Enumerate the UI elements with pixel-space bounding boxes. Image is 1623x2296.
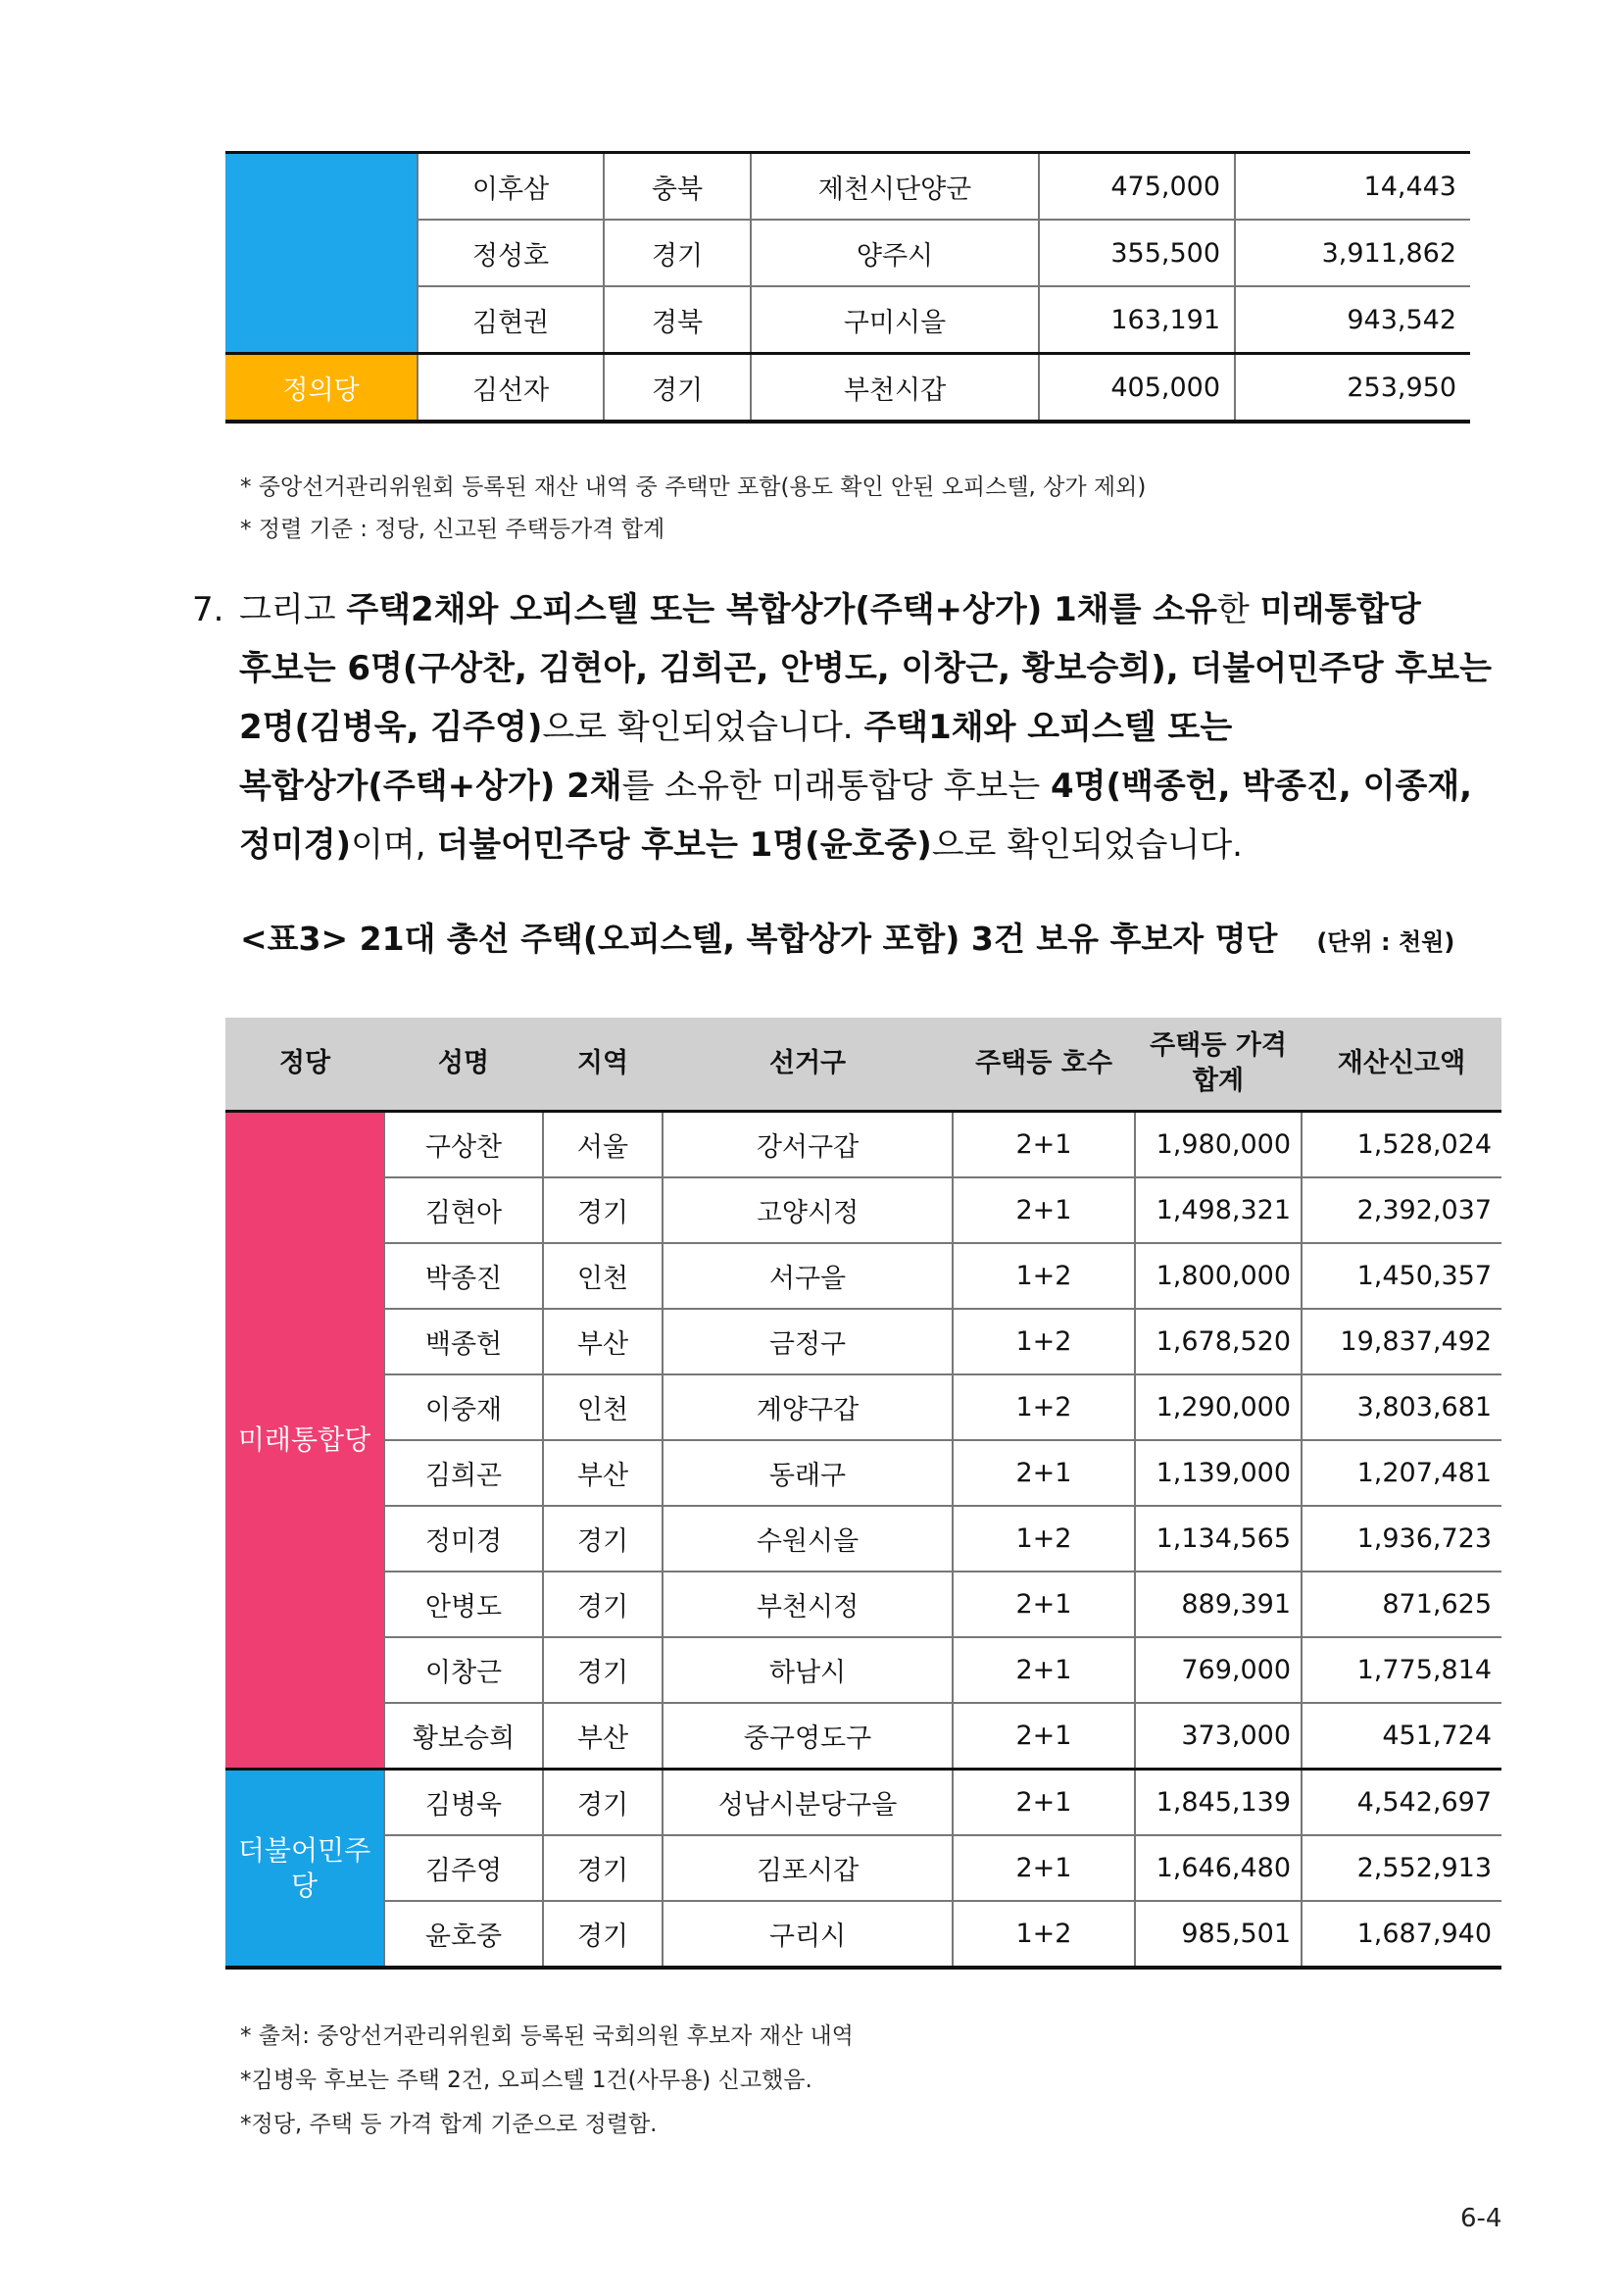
candidate-name: 박종진 [384, 1243, 543, 1309]
housing-total: 1,845,139 [1135, 1770, 1302, 1836]
paragraph-line [192, 698, 1496, 757]
housing-units: 2+1 [953, 1835, 1135, 1901]
region: 경기 [543, 1835, 663, 1901]
district: 양주시 [751, 220, 1039, 286]
district: 금정구 [663, 1309, 953, 1374]
assets: 4,542,697 [1302, 1770, 1501, 1836]
party-cell: 정의당 [225, 354, 418, 423]
note-bottom-3: *정당, 주택 등 가격 합계 기준으로 정렬함. [240, 2112, 658, 2137]
assets: 1,207,481 [1302, 1440, 1501, 1506]
housing-total: 405,000 [1039, 354, 1235, 423]
table-row [225, 1112, 1501, 1178]
text: 으로 확인되었습니다. [931, 825, 1243, 865]
table-row [225, 1243, 1501, 1309]
housing-total: 889,391 [1135, 1572, 1302, 1637]
housing-total: 1,498,321 [1135, 1177, 1302, 1243]
assets: 3,803,681 [1302, 1374, 1501, 1440]
candidate-name: 안병도 [384, 1572, 543, 1637]
header-units: 주택등 호수 [953, 1018, 1135, 1112]
district: 제천시단양군 [751, 153, 1039, 221]
note-bottom-2: *김병욱 후보는 주택 2건, 오피스텔 1건(사무용) 신고했음. [240, 2068, 812, 2093]
candidate-name: 윤호중 [384, 1901, 543, 1968]
bold-text: 더불어민주당 후보는 1명(윤호중) [436, 825, 932, 865]
note-top-1: * 중앙선거관리위원회 등록된 재산 내역 중 주택만 포함(용도 확인 안된 오피스텔, 상가 제외) [240, 474, 1147, 500]
candidate-name: 김주영 [384, 1835, 543, 1901]
candidate-name: 구상찬 [384, 1112, 543, 1178]
housing-total: 163,191 [1039, 286, 1235, 354]
housing-units: 1+2 [953, 1901, 1135, 1968]
region: 경기 [543, 1637, 663, 1703]
assets: 253,950 [1235, 354, 1470, 423]
housing-units: 2+1 [953, 1177, 1135, 1243]
housing-total: 373,000 [1135, 1703, 1302, 1770]
housing-total: 769,000 [1135, 1637, 1302, 1703]
district: 중구영도구 [663, 1703, 953, 1770]
region: 경기 [604, 354, 751, 423]
region: 충북 [604, 153, 751, 221]
housing-total: 355,500 [1039, 220, 1235, 286]
table3-caption [240, 914, 1454, 960]
region: 부산 [543, 1309, 663, 1374]
housing-units: 2+1 [953, 1440, 1135, 1506]
table-row [225, 1374, 1501, 1440]
candidate-name: 정성호 [418, 220, 604, 286]
district: 수원시을 [663, 1506, 953, 1572]
region: 인천 [543, 1243, 663, 1309]
candidate-name: 김희곤 [384, 1440, 543, 1506]
table-row [225, 1770, 1501, 1836]
table-row [225, 1177, 1501, 1243]
table-row [225, 1572, 1501, 1637]
region: 부산 [543, 1440, 663, 1506]
candidate-name: 황보승희 [384, 1703, 543, 1770]
housing-units: 2+1 [953, 1572, 1135, 1637]
region: 경기 [543, 1506, 663, 1572]
region: 경기 [604, 220, 751, 286]
region: 경북 [604, 286, 751, 354]
bold-text: 후보는 6명(구상찬, 김현아, 김희곤, 안병도, 이창근, 황보승희), 더불어민주당 후보는 [239, 649, 1492, 688]
assets: 451,724 [1302, 1703, 1501, 1770]
table-row [225, 354, 1470, 423]
housing-total: 1,134,565 [1135, 1506, 1302, 1572]
table-row [225, 1506, 1501, 1572]
housing-total: 1,678,520 [1135, 1309, 1302, 1374]
district: 구리시 [663, 1901, 953, 1968]
housing-total: 475,000 [1039, 153, 1235, 221]
header-party: 정당 [225, 1018, 384, 1112]
table-row [225, 1835, 1501, 1901]
party-cell: 미래통합당 [225, 1112, 384, 1770]
assets: 1,450,357 [1302, 1243, 1501, 1309]
assets: 1,775,814 [1302, 1637, 1501, 1703]
region: 경기 [543, 1572, 663, 1637]
housing-units: 2+1 [953, 1703, 1135, 1770]
region: 부산 [543, 1703, 663, 1770]
district: 서구을 [663, 1243, 953, 1309]
bold-text: 정미경) [239, 825, 352, 865]
table3-title: <표3> 21대 총선 주택(오피스텔, 복합상가 포함) 3건 보유 후보자 명단 [240, 920, 1278, 958]
header-name: 성명 [384, 1018, 543, 1112]
header-assets: 재산신고액 [1302, 1018, 1501, 1112]
note-bottom-1: * 출처: 중앙선거관리위원회 등록된 국회의원 후보자 재산 내역 [240, 2023, 854, 2049]
region: 경기 [543, 1770, 663, 1836]
paragraph-7 [192, 580, 1496, 874]
district: 계양구갑 [663, 1374, 953, 1440]
text: 를 소유한 미래통합당 후보는 [621, 767, 1052, 806]
assets: 871,625 [1302, 1572, 1501, 1637]
region: 서울 [543, 1112, 663, 1178]
paragraph-number: 7. [192, 590, 224, 629]
housing-units: 1+2 [953, 1374, 1135, 1440]
header-district: 선거구 [663, 1018, 953, 1112]
housing-total: 1,139,000 [1135, 1440, 1302, 1506]
candidate-name: 이후삼 [418, 153, 604, 221]
previous-candidates-table [225, 151, 1470, 424]
bold-text: 주택1채와 오피스텔 또는 [863, 708, 1233, 747]
candidate-name: 김현아 [384, 1177, 543, 1243]
region: 경기 [543, 1901, 663, 1968]
party-cell: 더불어민주당 [225, 1770, 384, 1969]
party-cell [225, 153, 418, 354]
text: 그리고 [239, 590, 347, 629]
paragraph-line [192, 757, 1496, 816]
district: 고양시정 [663, 1177, 953, 1243]
header-region: 지역 [543, 1018, 663, 1112]
housing-total: 1,290,000 [1135, 1374, 1302, 1440]
housing-units: 1+2 [953, 1309, 1135, 1374]
candidate-name: 정미경 [384, 1506, 543, 1572]
district: 김포시갑 [663, 1835, 953, 1901]
table-row [225, 1703, 1501, 1770]
table-row [225, 1440, 1501, 1506]
bold-text: 2명(김병욱, 김주영) [239, 708, 543, 747]
housing-total: 1,646,480 [1135, 1835, 1302, 1901]
header-housing-total: 주택등 가격 합계 [1135, 1018, 1302, 1112]
assets: 3,911,862 [1235, 220, 1470, 286]
district: 하남시 [663, 1637, 953, 1703]
region: 경기 [543, 1177, 663, 1243]
text: 으로 확인되었습니다. [542, 708, 864, 747]
table3-unit: (단위 : 천원) [1316, 928, 1455, 956]
region: 인천 [543, 1374, 663, 1440]
assets: 19,837,492 [1302, 1309, 1501, 1374]
district: 부천시갑 [751, 354, 1039, 423]
housing-total: 985,501 [1135, 1901, 1302, 1968]
candidate-name: 김병욱 [384, 1770, 543, 1836]
bold-text: 복합상가(주택+상가) 2채 [239, 767, 622, 806]
text: 이며, [351, 825, 437, 865]
paragraph-line [192, 580, 1496, 639]
candidate-name: 백종헌 [384, 1309, 543, 1374]
housing-units: 2+1 [953, 1770, 1135, 1836]
housing-units: 1+2 [953, 1506, 1135, 1572]
bold-text: 주택2채와 오피스텔 또는 복합상가(주택+상가) 1채를 소유 [346, 590, 1217, 629]
assets: 14,443 [1235, 153, 1470, 221]
paragraph-line [192, 816, 1496, 874]
table-row [225, 1309, 1501, 1374]
table3-header-row [225, 1018, 1501, 1112]
text: 한 [1216, 590, 1260, 629]
district: 강서구갑 [663, 1112, 953, 1178]
candidate-name: 김선자 [418, 354, 604, 423]
housing-total: 1,800,000 [1135, 1243, 1302, 1309]
assets: 1,687,940 [1302, 1901, 1501, 1968]
housing-units: 1+2 [953, 1243, 1135, 1309]
assets: 1,936,723 [1302, 1506, 1501, 1572]
candidate-name: 이창근 [384, 1637, 543, 1703]
assets: 2,392,037 [1302, 1177, 1501, 1243]
table3-candidates [225, 1018, 1501, 1970]
candidate-name: 이중재 [384, 1374, 543, 1440]
bold-text: 4명(백종헌, 박종진, 이종재, [1051, 767, 1473, 806]
table-row [225, 153, 1470, 221]
candidate-name: 김현권 [418, 286, 604, 354]
district: 구미시을 [751, 286, 1039, 354]
housing-total: 1,980,000 [1135, 1112, 1302, 1178]
assets: 1,528,024 [1302, 1112, 1501, 1178]
table-row [225, 1637, 1501, 1703]
housing-units: 2+1 [953, 1112, 1135, 1178]
page-number: 6-4 [1460, 2204, 1502, 2233]
district: 동래구 [663, 1440, 953, 1506]
paragraph-line [192, 639, 1496, 698]
assets: 2,552,913 [1302, 1835, 1501, 1901]
bold-text: 미래통합당 [1259, 590, 1421, 629]
district: 부천시정 [663, 1572, 953, 1637]
note-top-2: * 정렬 기준 : 정당, 신고된 주택등가격 합계 [240, 517, 665, 542]
table-row [225, 1901, 1501, 1968]
district: 성남시분당구을 [663, 1770, 953, 1836]
housing-units: 2+1 [953, 1637, 1135, 1703]
assets: 943,542 [1235, 286, 1470, 354]
